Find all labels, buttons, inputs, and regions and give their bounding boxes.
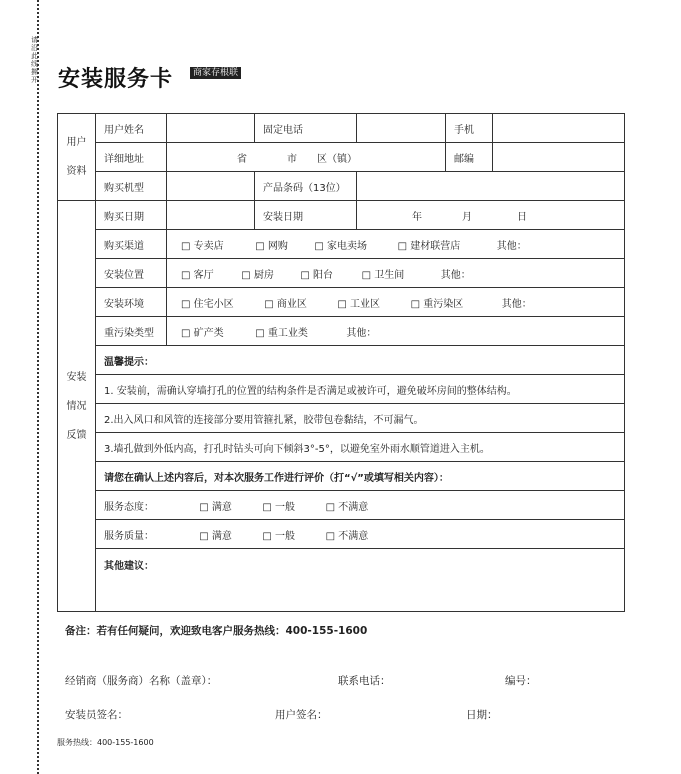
- tip-item: 2.出入风口和风管的连接部分要用管箍扎紧，胶带包卷黏结，不可漏气。: [96, 404, 625, 433]
- user-info-section-label: 用户 资料: [58, 114, 96, 201]
- table-row: [58, 462, 625, 491]
- postcode-label: 邮编: [446, 143, 493, 172]
- checkbox-option[interactable]: □ 不满意: [325, 501, 369, 513]
- table-row: [58, 201, 625, 230]
- model-field[interactable]: [167, 172, 255, 201]
- tip-item: 1. 安装前，需确认穿墙打孔的位置的结构条件是否满足或被许可，避免破坏房间的整体结构。: [96, 375, 625, 404]
- table-row: [58, 230, 625, 259]
- suggestion-field[interactable]: [96, 549, 625, 612]
- channel-label: 购买渠道: [96, 230, 167, 259]
- table-row: [58, 288, 625, 317]
- tear-off-line: [37, 0, 39, 774]
- checkbox-option[interactable]: □ 满意: [199, 530, 232, 542]
- checkbox-option[interactable]: □ 专卖店: [181, 240, 224, 252]
- other-label: 其他：: [346, 327, 377, 339]
- quality-row: [96, 520, 625, 549]
- purchase-date-label: 购买日期: [96, 201, 167, 230]
- table-row: [58, 375, 625, 404]
- date-label: 日期：: [466, 709, 498, 721]
- installer-signature-label: 安装员签名：: [65, 709, 128, 721]
- checkbox-option[interactable]: □ 矿产类: [181, 327, 224, 339]
- landline-label: 固定电话: [255, 114, 357, 143]
- checkbox-option[interactable]: □ 一般: [262, 501, 296, 513]
- table-row: [58, 114, 625, 143]
- purchase-date-field[interactable]: [167, 201, 255, 230]
- checkbox-option[interactable]: □ 一般: [262, 530, 296, 542]
- page-title: 安装服务卡: [58, 66, 174, 92]
- table-row: [58, 259, 625, 288]
- user-signature-label: 用户签名：: [275, 709, 328, 721]
- checkbox-option[interactable]: □ 网购: [255, 240, 288, 252]
- checkbox-option[interactable]: □ 卫生间: [361, 269, 405, 281]
- table-row: [58, 520, 625, 549]
- checkbox-option[interactable]: □ 家电卖场: [314, 240, 368, 252]
- table-row: [58, 346, 625, 375]
- mobile-label: 手机: [446, 114, 493, 143]
- other-label: 其他：: [440, 269, 471, 281]
- stub-label-badge: 商家存根联: [190, 67, 241, 79]
- barcode-field[interactable]: [357, 172, 625, 201]
- tear-off-note: 请 沿 此 线 撕 开: [31, 36, 38, 84]
- evaluation-prompt: 请您在确认上述内容后，对本次服务工作进行评价（打“√”或填写相关内容）：: [96, 462, 625, 491]
- table-row: [58, 491, 625, 520]
- checkbox-option[interactable]: □ 住宅小区: [181, 298, 234, 310]
- mobile-field[interactable]: [493, 114, 625, 143]
- number-label: 编号：: [505, 675, 537, 687]
- attitude-row: [96, 491, 625, 520]
- checkbox-option[interactable]: □ 客厅: [181, 269, 214, 281]
- table-row: [58, 404, 625, 433]
- table-row: [58, 549, 625, 612]
- checkbox-option[interactable]: □ 商业区: [264, 298, 307, 310]
- other-label: 其他：: [501, 298, 532, 310]
- checkbox-option[interactable]: □ 满意: [199, 501, 232, 513]
- checkbox-option[interactable]: □ 建材联营店: [397, 240, 461, 252]
- remark-note: 备注：若有任何疑问，欢迎致电客户服务热线：400-155-1600: [65, 625, 368, 637]
- channel-options: [167, 230, 625, 259]
- contact-phone-label: 联系电话：: [338, 675, 391, 687]
- checkbox-option[interactable]: □ 重工业类: [255, 327, 308, 339]
- checkbox-option[interactable]: □ 工业区: [337, 298, 381, 310]
- pollution-options: [167, 317, 625, 346]
- table-row: [58, 172, 625, 201]
- position-label: 安装位置: [96, 259, 167, 288]
- table-row: [58, 433, 625, 462]
- postcode-field[interactable]: [493, 143, 625, 172]
- service-hotline: 服务热线：400-155-1600: [57, 738, 154, 747]
- model-label: 购买机型: [96, 172, 167, 201]
- address-label: 详细地址: [96, 143, 167, 172]
- dealer-signature-label: 经销商（服务商）名称（盖章）：: [65, 675, 218, 687]
- environment-label: 安装环境: [96, 288, 167, 317]
- suggestion-label: 其他建议：: [104, 561, 154, 572]
- table-row: [58, 143, 625, 172]
- checkbox-option[interactable]: □ 厨房: [241, 269, 274, 281]
- feedback-section-label: 安装 情况 反馈: [58, 201, 96, 612]
- table-row: [58, 317, 625, 346]
- address-field[interactable]: 省 市 区（镇）: [167, 143, 446, 172]
- barcode-label: 产品条码（13位）: [255, 172, 357, 201]
- position-options: [167, 259, 625, 288]
- environment-options: [167, 288, 625, 317]
- checkbox-option[interactable]: □ 重污染区: [410, 298, 464, 310]
- service-card-table: [57, 113, 625, 612]
- quality-label: 服务质量：: [104, 530, 154, 542]
- checkbox-option[interactable]: □ 不满意: [325, 530, 369, 542]
- landline-field[interactable]: [357, 114, 446, 143]
- checkbox-option[interactable]: □ 阳台: [300, 269, 334, 281]
- tip-item: 3.墙孔做到外低内高，打孔时钻头可向下倾斜3°-5°，以避免室外雨水顺管道进入主机。: [96, 433, 625, 462]
- pollution-type-label: 重污染类型: [96, 317, 167, 346]
- user-name-field[interactable]: [167, 114, 255, 143]
- install-date-label: 安装日期: [255, 201, 357, 230]
- user-name-label: 用户姓名: [96, 114, 167, 143]
- install-date-field[interactable]: 年 月 日: [357, 201, 625, 230]
- tips-title: 温馨提示：: [96, 346, 625, 375]
- other-label: 其他：: [496, 240, 527, 252]
- attitude-label: 服务态度：: [104, 501, 154, 513]
